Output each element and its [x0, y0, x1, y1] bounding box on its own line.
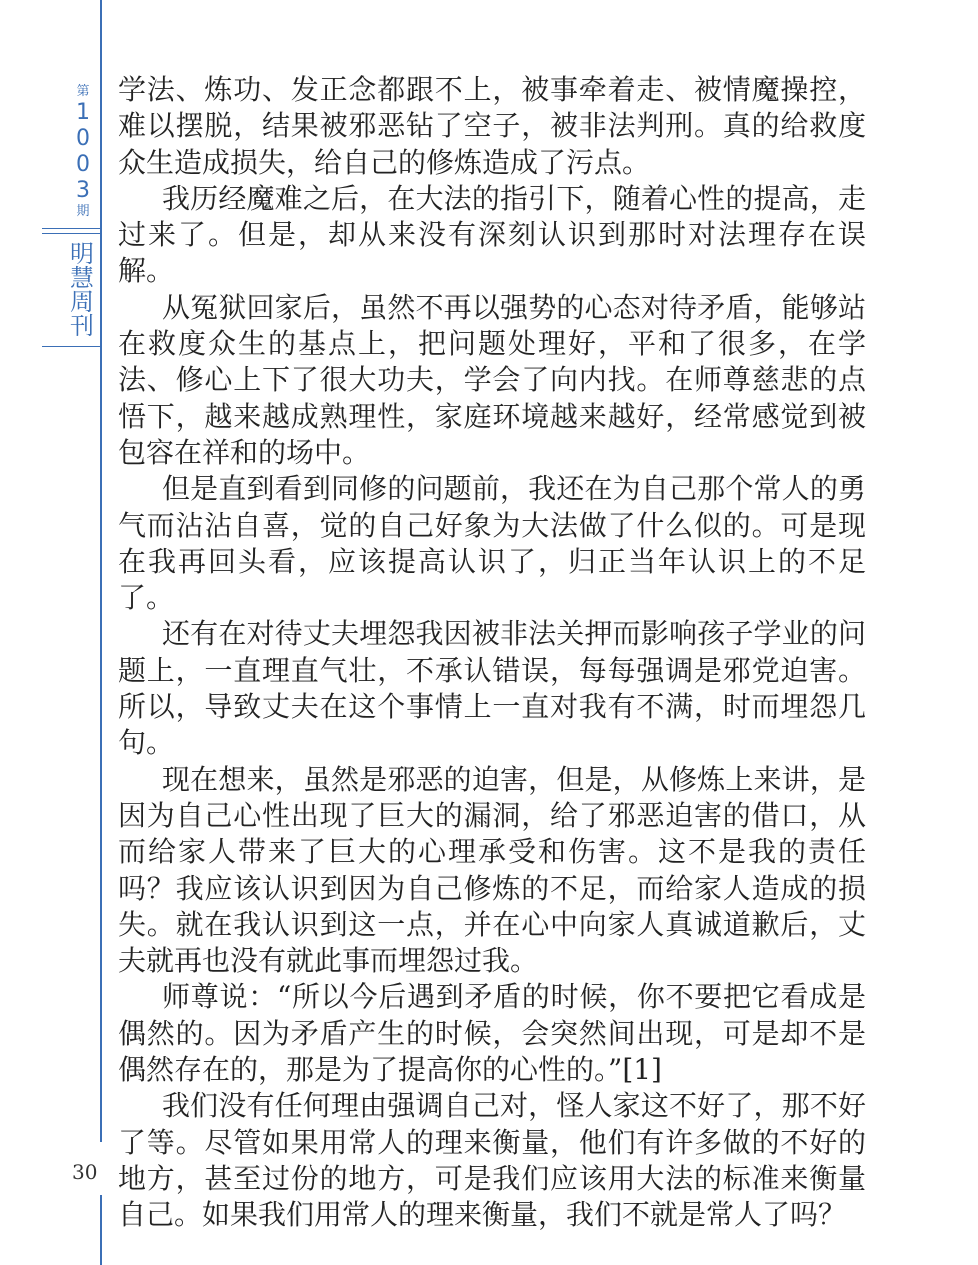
issue-prefix: 第	[76, 84, 90, 99]
page-number: 30	[72, 1160, 98, 1184]
paragraph: 学法、炼功、发正念都跟不上，被事牵着走、被情魔操控，难以摆脱，结果被邪恶钻了空子，被非法判刑。真的给救度众生造成损失，给自己的修炼造成了污点。	[118, 73, 866, 179]
sidebar-divider-bottom	[42, 346, 100, 347]
issue-digit: 3	[76, 178, 90, 203]
magazine-title-char: 慧	[70, 264, 94, 292]
sidebar-divider-top-double	[42, 233, 100, 234]
paragraph: 还有在对待丈夫埋怨我因被非法关押而影响孩子学业的问题上，一直理直气壮，不承认错误，每每强调是邪党迫害。所以，导致丈夫在这个事情上一直对我有不满，时而埋怨几句。	[118, 617, 866, 760]
magazine-title-char: 周	[70, 288, 94, 316]
issue-suffix: 期	[76, 204, 90, 219]
quote-paragraph: 师尊说：“所以今后遇到矛盾的时候，你不要把它看成是偶然的。因为矛盾产生的时候，会突然间出现，可是却不是偶然存在的，那是为了提高你的心性的。”[1]	[118, 980, 866, 1087]
magazine-title-char: 刊	[70, 312, 94, 340]
article-body	[118, 72, 866, 1234]
issue-number	[66, 84, 100, 220]
paragraph: 从冤狱回家后，虽然不再以强势的心态对待矛盾，能够站在救度众生的基点上，把问题处理好，平和了很多，在学法、修心上下了很大功夫，学会了向内找。在师尊慈悲的点悟下，越来越成熟理性，家庭环境越来越好，经常感觉到被包容在祥和的场中。	[118, 290, 866, 469]
paragraph: 我历经魔难之后，在大法的指引下，随着心性的提高，走过来了。但是，却从来没有深刻认识到那时对法理存在误解。	[118, 181, 866, 288]
sidebar-vertical-rule-bottom	[100, 1195, 102, 1265]
issue-digit: 0	[76, 152, 90, 177]
paragraph: 现在想来，虽然是邪恶的迫害，但是，从修炼上来讲，是因为自己心性出现了巨大的漏洞，给了邪恶迫害的借口，从而给家人带来了巨大的心理承受和伤害。这不是我的责任吗？我应该认识到因为自己修炼的不足，而给家人造成的损失。就在我认识到这一点，并在心中向家人真诚道歉后，丈夫就再也没有就此事而埋怨过我。	[118, 762, 866, 978]
sidebar-divider-top	[42, 228, 100, 229]
paragraph: 我们没有任何理由强调自己对，怪人家这不好了，那不好了等。尽管如果用常人的理来衡量，他们有许多做的不好的地方，甚至过份的地方，可是我们应该用大法的标准来衡量自己。如果我们用常人的理来衡量，我们不就是常人了吗？	[118, 1089, 866, 1232]
magazine-title-char: 明	[70, 240, 94, 268]
sidebar-vertical-rule	[100, 0, 102, 1142]
issue-digit: 1	[76, 100, 90, 125]
paragraph: 但是直到看到同修的问题前，我还在为自己那个常人的勇气而沾沾自喜，觉的自己好象为大法做了什么似的。可是现在我再回头看，应该提高认识了，归正当年认识上的不足了。	[118, 472, 866, 615]
issue-digit: 0	[76, 126, 90, 151]
magazine-title	[64, 242, 100, 338]
